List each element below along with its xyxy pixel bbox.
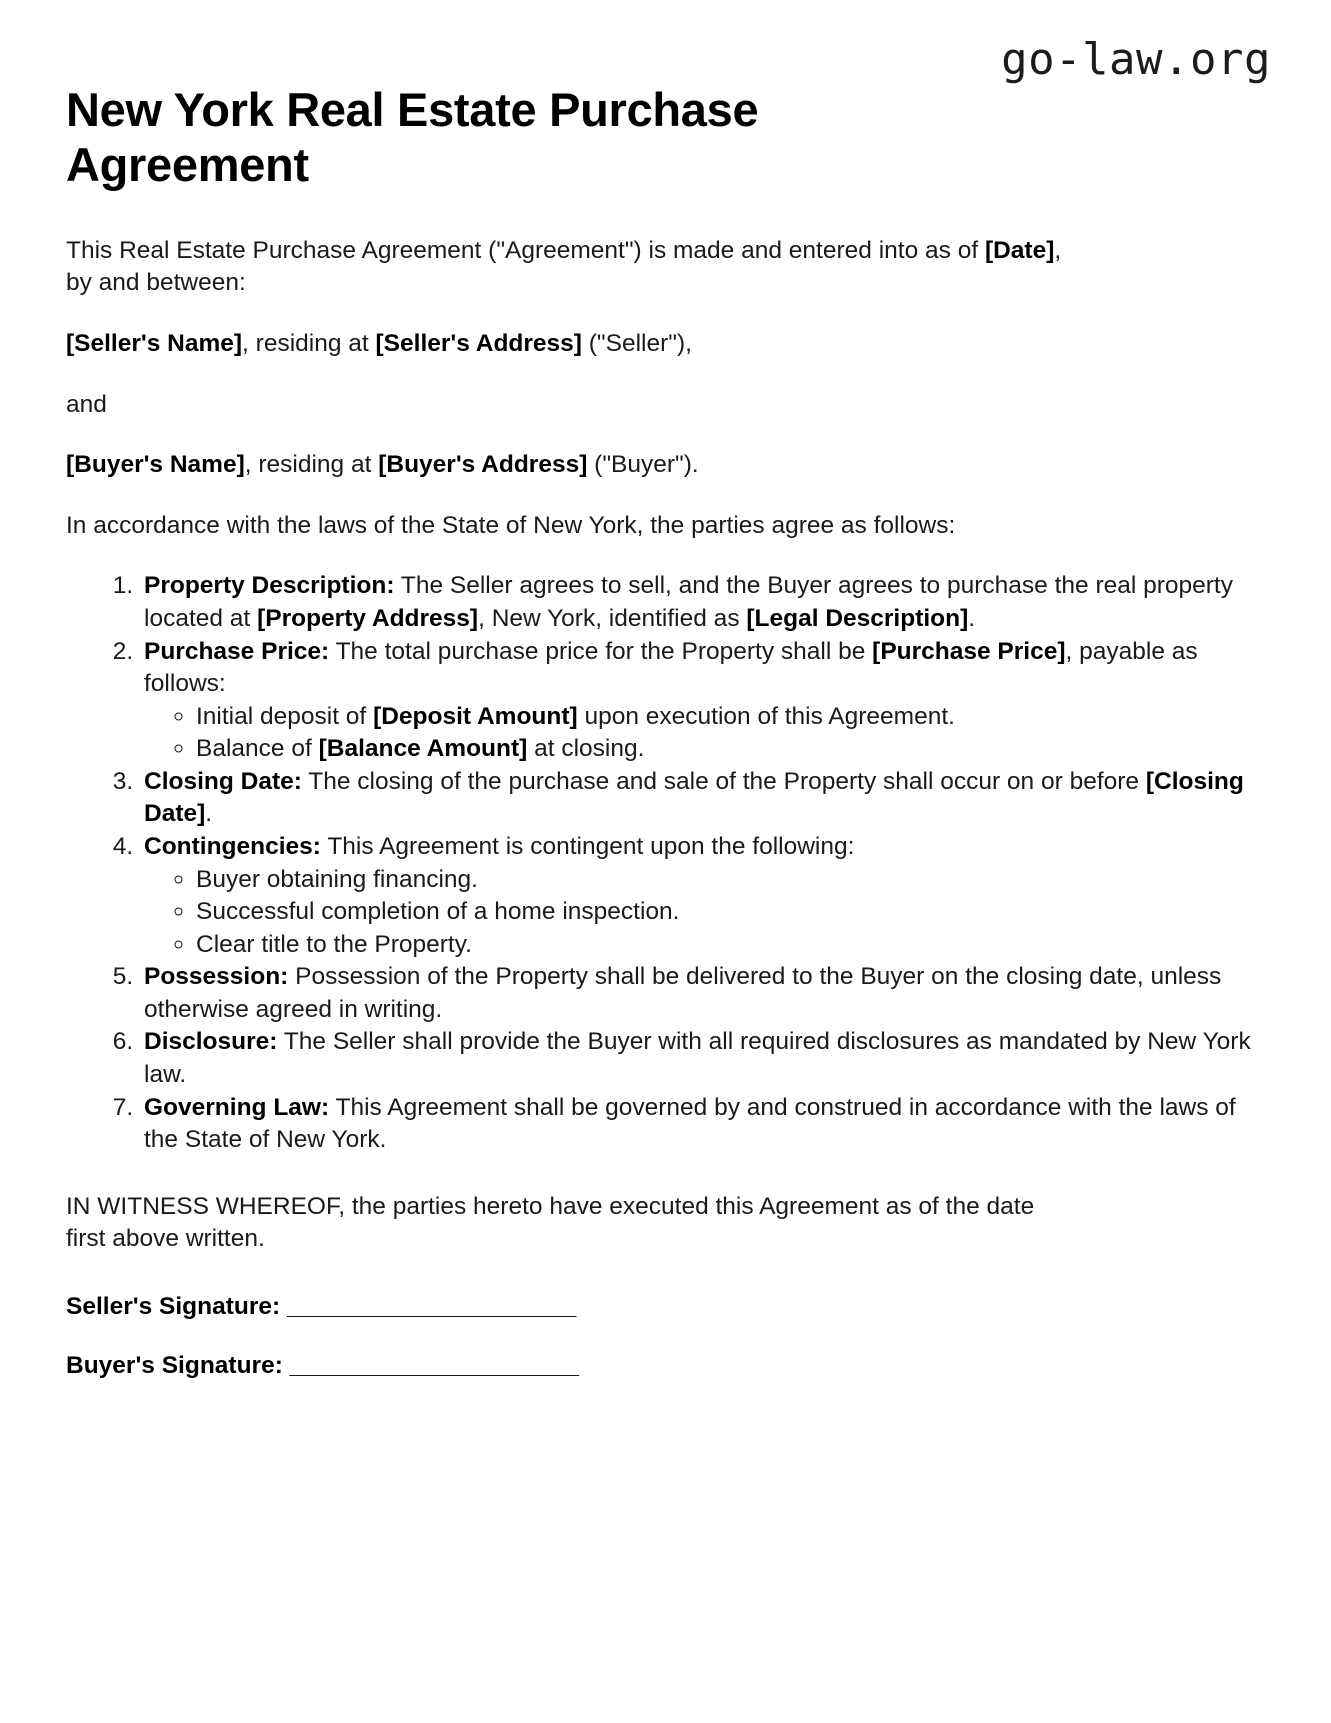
- buyer-signature-rule: ______________________: [289, 1352, 579, 1379]
- intro-paragraph-date: [66, 235, 1076, 300]
- term-text-b: .: [205, 800, 213, 828]
- list-item: [196, 701, 1265, 734]
- term-label: Governing Law:: [144, 1093, 330, 1121]
- sub-text-a: Balance of: [196, 735, 319, 763]
- buyer-address-placeholder: [Buyer's Address]: [378, 451, 588, 479]
- buyer-tail-text: ("Buyer").: [587, 451, 699, 479]
- list-item: ◦ Buyer obtaining financing.: [196, 864, 1265, 897]
- term-text-a: This Agreement shall be governed by and construed in accordance with the laws of the State of New York.: [144, 1093, 1236, 1154]
- balance-amount-placeholder: [Balance Amount]: [318, 735, 528, 763]
- legal-description-placeholder: [Legal Description]: [746, 604, 969, 632]
- term-text-a: The total purchase price for the Property shall be: [329, 637, 873, 665]
- term-item-contingencies: [140, 831, 1265, 961]
- terms-list: [66, 570, 1265, 1156]
- buyer-name-placeholder: [Buyer's Name]: [66, 451, 245, 479]
- intro-text-a: This Real Estate Purchase Agreement ("Agreement") is made and entered into as of: [66, 236, 985, 264]
- seller-signature-rule: ______________________: [286, 1292, 576, 1320]
- term-item-property-description: [140, 570, 1265, 635]
- seller-paragraph: [66, 328, 1076, 361]
- term-text-a: Possession of the Property shall be delivered to the Buyer on the closing date, unless otherwise agreed in writing.: [144, 963, 1222, 1023]
- seller-signature-line: [66, 1290, 1265, 1323]
- buyer-paragraph: [66, 449, 1076, 482]
- seller-tail-text: ("Seller"),: [581, 330, 692, 358]
- closing-date-placeholder: [Closing Date]: [144, 767, 1244, 828]
- payment-sub-list: [144, 701, 1265, 766]
- term-label: Contingencies:: [144, 833, 321, 860]
- property-address-placeholder: [Property Address]: [257, 604, 479, 632]
- seller-mid-text: , residing at: [242, 330, 376, 358]
- list-item: ◦ Clear title to the Property.: [196, 929, 1265, 962]
- sub-text-a: Initial deposit of: [196, 702, 374, 730]
- list-item: ◦ Successful completion of a home inspection.: [196, 896, 1265, 929]
- term-item-closing-date: [140, 766, 1265, 831]
- term-text-a: The closing of the purchase and sale of the Property shall occur on or before: [301, 767, 1146, 795]
- term-item-governing-law: [140, 1092, 1265, 1157]
- term-text-c: .: [968, 604, 976, 632]
- sub-text-b: at closing.: [527, 735, 645, 763]
- buyer-mid-text: , residing at: [244, 451, 379, 479]
- accordance-paragraph: In accordance with the laws of the State of New York, the parties agree as follows:: [66, 511, 956, 539]
- list-item: [196, 733, 1265, 766]
- term-label: Disclosure:: [144, 1028, 278, 1056]
- buyer-signature-line: [66, 1349, 1265, 1382]
- term-label: Property Description:: [144, 572, 395, 600]
- term-text-a: The Seller shall provide the Buyer with all required disclosures as mandated by New York law.: [144, 1028, 1251, 1089]
- witness-paragraph: IN WITNESS WHEREOF, the parties hereto have executed this Agreement as of the date first above written.: [66, 1192, 1035, 1253]
- term-item-possession: [140, 961, 1265, 1026]
- term-label: Closing Date:: [144, 767, 302, 795]
- purchase-price-placeholder: [Purchase Price]: [872, 637, 1066, 665]
- seller-name-placeholder: [Seller's Name]: [66, 330, 243, 358]
- sub-text-b: upon execution of this Agreement.: [577, 702, 955, 730]
- site-watermark: go-law.org: [1001, 34, 1271, 85]
- term-text-b: , New York, identified as: [478, 604, 747, 632]
- seller-address-placeholder: [Seller's Address]: [375, 330, 582, 358]
- term-item-disclosure: [140, 1026, 1265, 1091]
- term-text-a: This Agreement is contingent upon the following:: [320, 833, 855, 860]
- page-title: New York Real Estate Purchase Agreement: [66, 83, 759, 192]
- seller-signature-label: Seller's Signature:: [66, 1292, 287, 1320]
- and-paragraph: and: [66, 390, 107, 418]
- term-text-a: The Seller agrees to sell, and the Buyer agrees to purchase the real property located at: [144, 572, 1233, 632]
- term-label: Purchase Price:: [144, 637, 330, 665]
- buyer-signature-label: Buyer's Signature:: [66, 1352, 290, 1379]
- deposit-amount-placeholder: [Deposit Amount]: [373, 702, 578, 730]
- intro-text-c: , by and between:: [66, 236, 1062, 297]
- date-placeholder: [Date]: [984, 236, 1055, 264]
- contingencies-sub-list: [144, 864, 1265, 962]
- term-text-b: , payable as follows:: [144, 637, 1198, 698]
- term-item-purchase-price: [140, 636, 1265, 766]
- term-label: Possession:: [144, 963, 289, 991]
